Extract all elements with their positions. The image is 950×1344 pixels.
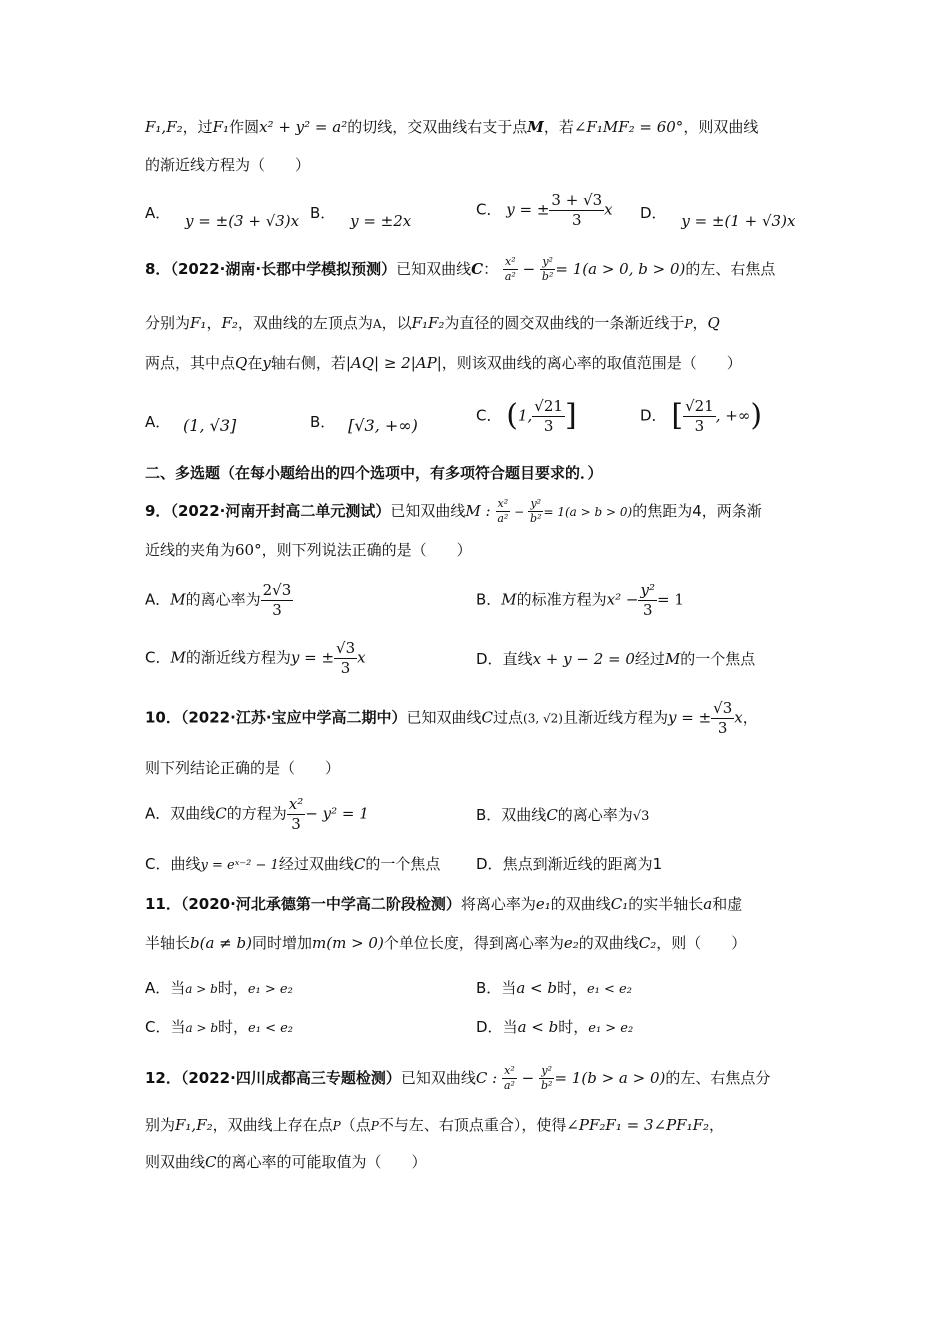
fraction-num: √3 [713, 699, 733, 717]
fraction-den: b² [530, 512, 542, 526]
text: 将离心率为 [460, 895, 536, 913]
text: 当 [170, 1018, 186, 1036]
text: 双曲线 [170, 804, 216, 823]
fraction-den: 3 [543, 416, 554, 435]
text: 个单位长度，得到离心率为 [383, 934, 564, 952]
fraction-den: 3 [642, 600, 653, 619]
text: 两点，其中点 [145, 354, 236, 372]
text: 为直径的圆交双曲线的一条渐近线于 [444, 314, 685, 332]
fraction-den: 3 [340, 658, 351, 677]
q7-option-c [476, 192, 613, 228]
fraction-num: 3 + √3 [551, 191, 603, 209]
math: = 1(a > 0, b > 0) [555, 260, 686, 279]
math: e₁ < e₂ [248, 1021, 294, 1036]
question-number: 11． [145, 895, 181, 913]
fraction-num: x² [496, 498, 511, 512]
math: e₁ < e₂ [586, 982, 632, 997]
question-number: 8． [145, 260, 171, 279]
math: y = ± [506, 200, 550, 219]
text: ，则该双曲线的离心率的取值范围是（ ） [441, 354, 742, 372]
fraction-num: y² [539, 1065, 554, 1079]
math: P [370, 1119, 379, 1133]
option-label: B． [310, 204, 336, 222]
fraction-den: a² [504, 270, 516, 284]
text: 的左、右焦点分 [665, 1069, 771, 1088]
fraction-den: 3 [572, 210, 582, 229]
text: 的渐近线方程为 [185, 648, 291, 667]
text: 的实半轴长 [628, 895, 704, 913]
text: ，则下列说法正确的是（ ） [261, 541, 472, 559]
text: 的离心率为 [557, 806, 633, 824]
fraction-num: 2√3 [262, 581, 292, 599]
text: 的一个焦点 [680, 650, 756, 668]
fraction-num: √3 [336, 639, 356, 657]
option-label: A． [145, 204, 171, 222]
option-label: D． [640, 204, 667, 222]
math: e₁ > e₂ [588, 1021, 634, 1036]
fraction-num: √21 [534, 397, 563, 415]
q10-option-c [145, 857, 440, 872]
question-number: 12． [145, 1069, 181, 1088]
math-circle-equation: x² + y² = a² [259, 118, 348, 136]
text: 半轴长 [145, 934, 191, 952]
math: C [471, 260, 484, 279]
math: C [353, 855, 366, 873]
fraction-num: x² [288, 795, 304, 813]
text: ，则（ ） [656, 934, 747, 952]
question-source: （2022·河南开封高二单元测试） [170, 502, 391, 521]
math-answer: (1, √3] [183, 416, 237, 435]
fraction-den: 3 [272, 600, 282, 619]
text: 近线的夹角为 [145, 541, 236, 559]
math: 60° [235, 541, 262, 559]
q7-option-a [145, 204, 300, 230]
math: M [501, 590, 517, 609]
math: √3 [632, 809, 650, 824]
math: (3, √2) [523, 711, 563, 726]
fraction-num: y² [528, 498, 543, 512]
q8-option-d: D． [ $\frac{√21}{3}$ , +∞) [640, 397, 763, 435]
math: C₁ [610, 895, 629, 913]
math: C : [475, 1069, 498, 1088]
option-label: C． [145, 1018, 171, 1036]
text: 的离心率的可能取值为（ ） [216, 1153, 427, 1171]
math: , +∞ [715, 406, 751, 425]
math: a > b [185, 982, 218, 996]
option-label: D． [476, 855, 503, 873]
option-label: B． [476, 806, 502, 824]
option-label: A． [145, 804, 171, 823]
text: 当 [501, 979, 517, 997]
math-answer: y = ±(1 + √3)x [681, 212, 796, 230]
text: 时， [218, 1018, 249, 1036]
q10-option-b [476, 808, 649, 823]
text: 的左、右焦点 [685, 260, 776, 279]
text: ，若 [543, 118, 574, 136]
option-label: A． [145, 413, 171, 431]
question-source: （2020·河北承德第一中学高二阶段检测） [180, 895, 461, 913]
q9-option-d [476, 652, 755, 667]
fraction-den: a² [503, 1079, 515, 1093]
q11-stem-line1 [145, 897, 742, 912]
q7-stem-line1 [145, 120, 758, 135]
q11-option-d [476, 1020, 633, 1035]
option-label: C． [476, 406, 502, 425]
math: M [170, 648, 186, 667]
math: = 1(a > b > 0) [543, 505, 633, 520]
math: C [205, 1153, 217, 1171]
text: 和虚 [712, 895, 743, 913]
option-label: C． [145, 855, 171, 873]
fraction-den: 3 [291, 814, 301, 833]
text: 别为 [145, 1116, 176, 1134]
text: 的标准方程为 [516, 590, 607, 609]
math: e₂ [563, 934, 579, 952]
math: y = ± [290, 648, 335, 667]
text: 时， [558, 1018, 589, 1036]
math: x² − [606, 590, 639, 609]
text: 的方程为 [226, 804, 287, 823]
question-source: （2022·湖南·长郡中学模拟预测） [170, 260, 397, 279]
text: 当 [502, 1018, 518, 1036]
math: x [734, 708, 743, 727]
question-source: （2022·四川成都高三专题检测） [180, 1069, 401, 1088]
q9-option-b [476, 582, 684, 618]
math: C [546, 806, 558, 824]
text: ，过 [182, 118, 213, 136]
math: C [481, 708, 494, 727]
math: F₁F₂ [411, 314, 445, 332]
q9-option-a [145, 582, 293, 618]
math: − y² = 1 [305, 804, 369, 823]
math: a < b [516, 979, 557, 997]
math: Q [707, 314, 720, 332]
q8-option-a [145, 413, 237, 435]
math-f1: F₁ [212, 118, 230, 136]
question-number: 9． [145, 502, 171, 521]
math: ∠PF₂F₁ = 3∠PF₁F₂ [566, 1116, 709, 1134]
text: 的一个焦点 [365, 855, 441, 873]
text: 直线 [502, 650, 533, 668]
text: 的焦距为4，两条渐 [632, 502, 762, 521]
math: 1, [517, 406, 533, 425]
q7-option-b [310, 204, 412, 230]
fraction-num: x² [503, 256, 518, 270]
math: y = ± [667, 708, 712, 727]
math: x [357, 648, 366, 667]
text: 曲线 [170, 855, 201, 873]
fraction-den: a² [497, 512, 509, 526]
q10-stem-line1 [145, 700, 758, 736]
q8-option-b [310, 413, 418, 435]
text: 的切线，交双曲线右支于点 [347, 118, 528, 136]
math-foci: F₁,F₂ [145, 118, 183, 136]
math: a [703, 895, 713, 913]
math: y = eˣ⁻² − 1 [200, 858, 279, 873]
option-label: D． [640, 406, 667, 425]
text: ，双曲线的左顶点为 [237, 314, 373, 332]
q11-option-c [145, 1020, 293, 1035]
math-answer: [√3, +∞) [348, 416, 418, 435]
text: 已知双曲线 [396, 260, 472, 279]
math: F₁ [190, 314, 207, 332]
fraction-num: y² [540, 256, 555, 270]
option-label: C． [476, 200, 502, 219]
math: Q [235, 354, 248, 372]
q9-stem-line2 [145, 543, 472, 558]
option-label: A． [145, 590, 171, 609]
text: 已知双曲线 [400, 1069, 476, 1088]
text: 同时增加 [251, 934, 312, 952]
fraction-num: √21 [685, 397, 714, 415]
math: F₂ [221, 314, 238, 332]
q8-stem-line3 [145, 356, 742, 371]
math: a > b [185, 1021, 219, 1035]
text: 已知双曲线 [406, 708, 482, 727]
text: 经过双曲线 [278, 855, 354, 873]
text: ，则双曲线 [683, 118, 759, 136]
fraction-num: x² [502, 1065, 517, 1079]
math-answer: y = ±2x [350, 212, 412, 230]
q10-stem-line2: 则下列结论正确的是（ ） [145, 759, 341, 777]
text: ，双曲线上存在点 [212, 1116, 333, 1134]
math: = 1(b > a > 0) [554, 1069, 666, 1088]
q11-stem-line2 [145, 936, 746, 951]
math: b(a ≠ b) [190, 934, 252, 952]
math: m(m > 0) [312, 934, 384, 952]
text: 双曲线 [501, 806, 547, 824]
text: （点 [340, 1116, 371, 1134]
text: ， [709, 1116, 725, 1134]
text: 经过 [634, 650, 665, 668]
text: ， [742, 708, 758, 727]
q8-option-c: C． (1, $\frac{√21}{3}$ ] [476, 397, 577, 435]
text: 不与左、右顶点重合），使得 [378, 1116, 567, 1134]
q11-option-a [145, 981, 293, 996]
math: F₁,F₂ [175, 1116, 213, 1134]
option-label: D． [476, 650, 503, 668]
text: 的双曲线 [578, 934, 639, 952]
section-heading-multiple-choice: 二、多选题（在每小题给出的四个选项中，有多项符合题目要求的．） [145, 464, 603, 482]
text: 已知双曲线 [390, 502, 466, 521]
question-source: （2022·江苏·宝应中学高二期中） [180, 708, 407, 727]
math: |AQ| ≥ 2|AP| [345, 354, 442, 372]
q12-stem-line2 [145, 1118, 724, 1133]
q11-option-b [476, 981, 632, 996]
q8-stem-line2 [145, 316, 720, 331]
q10-option-d [476, 857, 662, 872]
math: A [372, 317, 382, 331]
text: 的双曲线 [550, 895, 611, 913]
text: 在 [247, 354, 263, 372]
fraction-den: 3 [717, 718, 728, 737]
math: x + y − 2 = 0 [532, 650, 635, 668]
text: ， [692, 314, 708, 332]
math: y [262, 354, 271, 372]
option-label: A． [145, 979, 171, 997]
math: M [170, 590, 186, 609]
math: C [215, 804, 227, 823]
math-angle: ∠F₁MF₂ = 60° [573, 118, 684, 136]
math: C₂ [638, 934, 657, 952]
math: e₁ [535, 895, 551, 913]
fraction-den: 3 [694, 416, 705, 435]
question-number: 10． [145, 708, 181, 727]
q10-option-a [145, 796, 369, 832]
text: 时， [556, 979, 587, 997]
text: 时， [217, 979, 248, 997]
fraction-den: b² [541, 270, 554, 284]
text: ， [206, 314, 222, 332]
math: a < b [517, 1018, 559, 1036]
q7-option-d [640, 204, 796, 230]
option-label: B． [476, 979, 502, 997]
math-answer: y = ±(3 + √3)x [185, 212, 300, 230]
text: 作圆 [229, 118, 260, 136]
q7-stem-line2: 的渐近线方程为（ ） [145, 156, 311, 174]
math: P [684, 317, 693, 331]
math: M [664, 650, 681, 668]
math: P [332, 1119, 341, 1133]
q8-stem-line1: 8．（2022·湖南·长郡中学模拟预测）已知双曲线C： $\frac{\text{x²}}{\text{a²}}$ − $\frac{\text{y²}}{\text{b²}}$ = 1(a > 0, b > 0)的左、右焦点 [145, 255, 776, 284]
option-label: C． [145, 648, 171, 667]
text: 则双曲线 [145, 1153, 206, 1171]
text: 焦点到渐近线的距离为1 [502, 855, 663, 873]
math: M : [465, 502, 491, 521]
text: 当 [170, 979, 186, 997]
text: 分别为 [145, 314, 191, 332]
text: 的离心率为 [185, 590, 261, 609]
option-label: D． [476, 1018, 503, 1036]
fraction-num: y² [640, 581, 655, 599]
fraction-den: b² [541, 1079, 553, 1093]
math: = 1 [656, 590, 684, 609]
text: 过点 [493, 708, 524, 727]
q12-stem-line1: 12．（2022·四川成都高三专题检测）已知双曲线C : $\frac{\text{x²}}{\text{a²}}$ − $\frac{\text{y²}}{\text{b²}}$ = 1(b > a > 0)的左、右焦点分 [145, 1064, 771, 1093]
q9-option-c [145, 640, 366, 676]
q12-stem-line3 [145, 1155, 427, 1170]
q9-stem-line1: 9．（2022·河南开封高二单元测试）已知双曲线M : $\frac{\text{x²}}{\text{a²}}$ − $\frac{\text{y²}}{\text{b²}}$ = 1(a > b > 0)的焦距为4，两条渐 [145, 497, 762, 526]
math-m: M [527, 118, 544, 136]
option-label: B． [310, 413, 336, 431]
option-label: B． [476, 590, 502, 609]
math: x [604, 200, 613, 219]
text: 轴右侧，若 [270, 354, 346, 372]
text: 且渐近线方程为 [562, 708, 668, 727]
text: ，以 [381, 314, 412, 332]
math: e₁ > e₂ [247, 982, 293, 997]
